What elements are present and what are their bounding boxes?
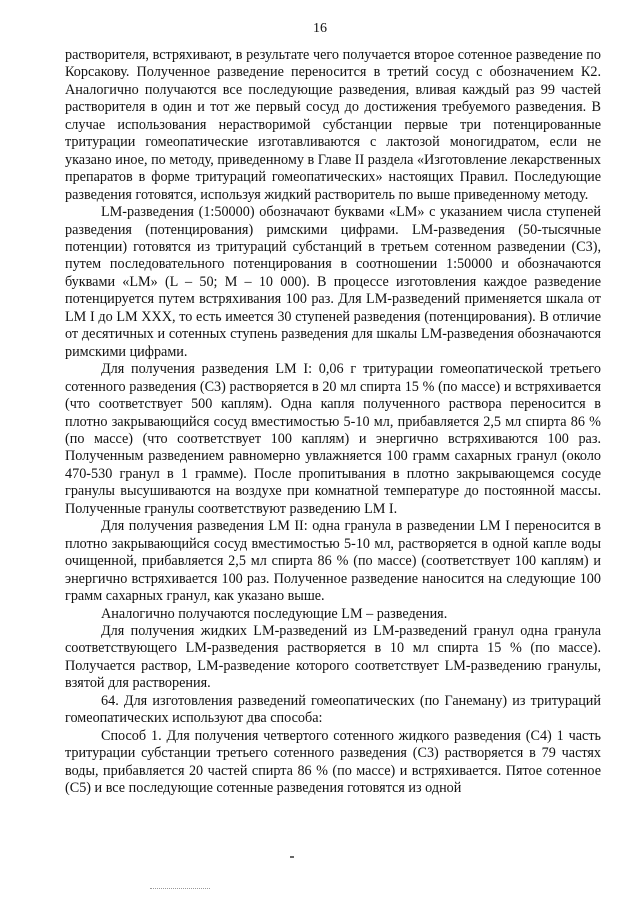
paragraph-lm-definition: LM-разведения (1:50000) обозначают буквами «LM» с указанием числа ступеней разведения (потенцирования) римскими цифрами. LM-разведения (50-тысячные потенции) готовятся из тритураций субстанций в третьем сотенном разведении (C3), путем последовательного потенцирования в соотношении 1:50000 и обозначаются буквами «LM» (L – 50; M – 10 000). В процессе изготовления каждое разведение потенцируется путем встряхивания 100 раз. Для LM-разведений применяется шкала от LM I до LM XXX, то есть имеется 30 ступеней разведения (потенцирования). В отличие от десятичных и сотенных ступень разведения для шкалы LM-разведения обозначаются римскими цифрами.: [65, 204, 601, 360]
paragraph-method-1: Способ 1. Для получения четвертого сотенного жидкого разведения (C4) 1 часть тритурации субстанции третьего сотенного разведения (C3) растворяется в 79 частях воды, прибавляется 20 частей спирта 86 % (по массе) и встряхивается. Пятое сотенное (C5) и все последующие сотенные разведения готовятся из одной: [65, 727, 601, 797]
paragraph-lm-i: Для получения разведения LM I: 0,06 г тритурации гомеопатической третьего сотенного разведения (C3) растворяется в 20 мл спирта 15 % (по массе) и встряхивается (что соответствует 500 каплям). Одна капля полученного раствора переносится в плотно закрывающийся сосуд вместимостью 5-10 мл, прибавляется 2,5 мл спирта 86 % (по массе) (что соответствует 100 каплям) и энергично встряхиваются 100 раз. Полученным разведением равномерно увлажняется 100 грамм сахарных гранул (около 470-530 гранул в 1 грамме). После пропитывания в плотно закрывающемся сосуде гранулы высушиваются на воздухе при комнатной температуре до постоянной массы. Полученные гранулы соответствуют разведению LM I.: [65, 361, 601, 517]
scan-artifact: [150, 888, 210, 890]
scan-artifact: [290, 856, 294, 858]
page-number: 16: [313, 21, 327, 36]
document-body: [65, 47, 601, 797]
paragraph-liquid-lm: Для получения жидких LM-разведений из LM-разведений гранул одна гранула соответствующего LM-разведения растворяется в 10 мл спирта 15 % (по массе). Получается раствор, LM-разведение которого соответствует LM-разведению гранулы, взятой для растворения.: [65, 622, 601, 692]
paragraph-continuation: растворителя, встряхивают, в результате чего получается второе сотенное разведение по Корсакову. Полученное разведение переносится в третий сосуд с обозначением К2. Аналогично получаются все последующие разведения, вливая каждый раз 99 частей растворителя в один и тот же первый сосуд до достижения требуемого разведения. В случае использования нерастворимой субстанции первые три потенцированные тритурации гомеопатические изготавливаются с лактозой моногидратом, если не указано иное, по методу, приведенному в Главе II раздела «Изготовление лекарственных препаратов в форме тритураций гомеопатических» настоящих Правил. Последующие разведения готовятся, используя жидкий растворитель по выше приведенному методу.: [65, 47, 601, 203]
paragraph-lm-ii: Для получения разведения LM II: одна гранула в разведении LM I переносится в плотно закрывающийся сосуд вместимостью 5-10 мл, растворяется в одной капле воды очищенной, прибавляется 2,5 мл спирта 86 % (по массе) (соответствует 100 каплям) и энергично встряхивается 100 раз. Полученное разведение наносится на следующие 100 грамм сахарных гранул, как указано выше.: [65, 518, 601, 605]
paragraph-lm-subsequent: Аналогично получаются последующие LM – разведения.: [101, 605, 448, 622]
paragraph-section-64: 64. Для изготовления разведений гомеопатических (по Ганеману) из тритураций гомеопатических используют два способа:: [65, 692, 601, 727]
